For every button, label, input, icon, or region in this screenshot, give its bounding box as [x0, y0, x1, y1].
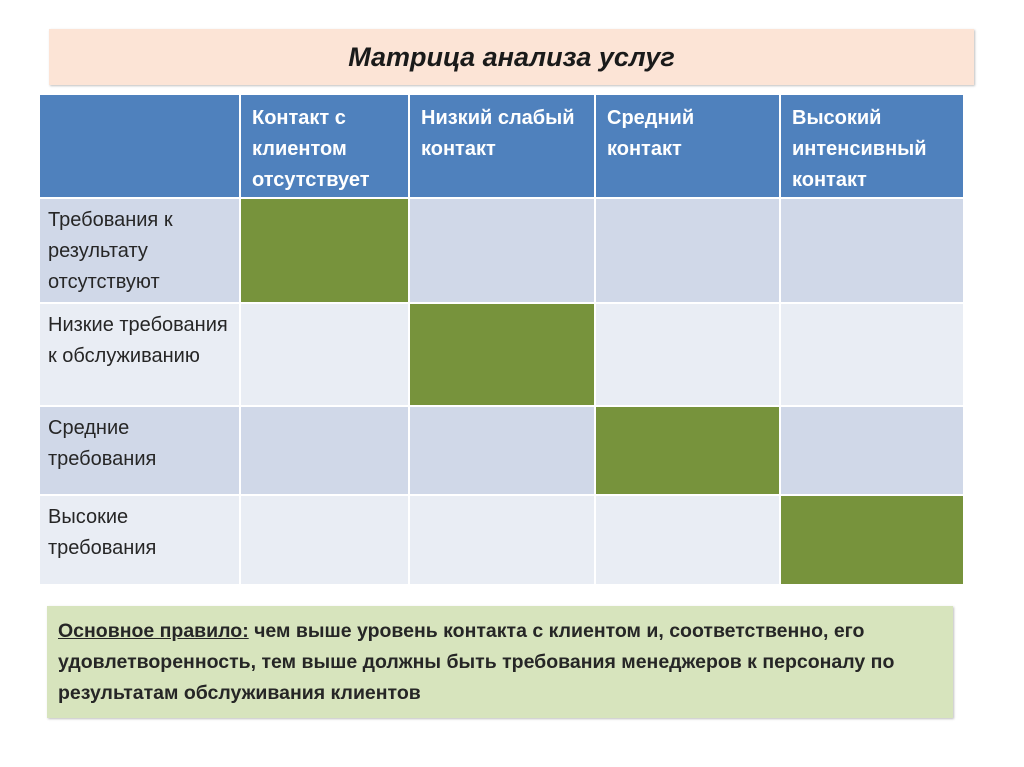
matrix-header-row	[39, 94, 964, 198]
matrix-row-high-requirements	[39, 495, 964, 585]
title-banner	[49, 29, 974, 85]
page-title: Матрица анализа услуг	[348, 41, 675, 72]
rule-text: чем выше уровень контакта с клиентом и, соответственно, его удовлетворенность, тем выше должны быть требования менеджеров к персоналу по результатам обслуживания клиентов	[58, 620, 895, 704]
matrix-row-no-requirements	[39, 198, 964, 303]
row-header-medium-requirements: Средние требования	[39, 406, 240, 495]
matrix-cell	[595, 303, 780, 406]
column-header-medium-contact: Средний контакт	[595, 94, 780, 198]
matrix-cell	[240, 303, 409, 406]
service-analysis-matrix	[38, 93, 965, 586]
matrix-cell	[240, 406, 409, 495]
matrix-row-low-requirements	[39, 303, 964, 406]
matrix-corner-cell	[39, 94, 240, 198]
matrix-cell	[595, 495, 780, 585]
row-header-high-requirements: Высокие требования	[39, 495, 240, 585]
main-rule-box	[47, 606, 953, 718]
column-header-high-contact: Высокий интенсивный контакт	[780, 94, 964, 198]
matrix-cell	[409, 406, 595, 495]
rule-label: Основное правило:	[58, 620, 249, 642]
matrix-cell-highlighted	[240, 198, 409, 303]
column-header-no-contact: Контакт с клиентом отсутствует	[240, 94, 409, 198]
matrix-cell	[409, 495, 595, 585]
matrix-cell	[595, 198, 780, 303]
column-header-low-contact: Низкий слабый контакт	[409, 94, 595, 198]
matrix-cell	[409, 198, 595, 303]
matrix-cell	[780, 406, 964, 495]
matrix-cell-highlighted	[780, 495, 964, 585]
matrix-cell	[780, 198, 964, 303]
matrix-cell	[780, 303, 964, 406]
matrix-cell	[240, 495, 409, 585]
matrix-row-medium-requirements	[39, 406, 964, 495]
matrix-cell-highlighted	[595, 406, 780, 495]
row-header-low-requirements: Низкие требования к обслуживанию	[39, 303, 240, 406]
row-header-no-requirements: Требования к результату отсутствуют	[39, 198, 240, 303]
matrix-cell-highlighted	[409, 303, 595, 406]
